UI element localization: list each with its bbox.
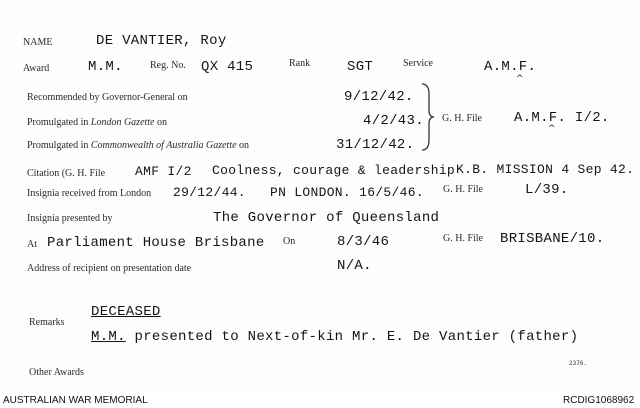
remarks-text: presented to Next-of-kin Mr. E. De Vantier (father) [125, 329, 579, 345]
other-awards-label: Other Awards [29, 367, 84, 378]
recommended-label: Recommended by Governor-General on [27, 92, 188, 103]
footer-record-id: RCDIG1068962 [563, 395, 635, 406]
address-label: Address of recipient on presentation date [27, 263, 192, 274]
address-value: N/A. [337, 258, 372, 274]
gh-file-label-presented: G. H. File [443, 233, 483, 244]
london-gazette-label: Promulgated in London Gazette on [27, 117, 167, 128]
cw-gazette-date: 31/12/42. [336, 137, 415, 153]
brace-graphic [420, 82, 436, 152]
remarks-line [91, 329, 578, 345]
rank-value: SGT [347, 59, 374, 75]
reg-no-label: Reg. No. [150, 60, 186, 71]
recommended-date: 9/12/42. [344, 89, 414, 105]
award-value: M.M. [88, 59, 123, 75]
presented-by-value: The Governor of Queensland [213, 210, 440, 226]
gh-file-label-insignia: G. H. File [443, 184, 483, 195]
remarks-award: M.M. [91, 329, 126, 345]
insignia-received-date: 29/12/44. [173, 185, 246, 200]
footer-institution: AUSTRALIAN WAR MEMORIAL [3, 395, 148, 406]
remarks-label: Remarks [29, 317, 65, 328]
citation-label: Citation (G. H. File [27, 168, 106, 179]
london-gazette-date: 4/2/43. [363, 113, 424, 129]
rank-label: Rank [289, 58, 311, 69]
reg-no-value: QX 415 [201, 59, 254, 75]
citation-reference: K.B. MISSION 4 Sep 42. [456, 162, 635, 177]
service-value: A.M.F. [484, 59, 537, 75]
on-label: On [283, 236, 296, 247]
insignia-received-reference: PN LONDON. 16/5/46. [270, 185, 424, 200]
gh-file-label-top: G. H. File [442, 113, 482, 124]
insignia-presented-label: Insignia presented by [27, 213, 113, 224]
gh-file-value-insignia: L/39. [525, 182, 569, 198]
name-value: DE VANTIER, Roy [96, 33, 227, 49]
award-label: Award [23, 63, 50, 74]
citation-file: AMF I/2 [135, 164, 192, 179]
insignia-received-label: Insignia received from London [27, 188, 152, 199]
service-label: Service [403, 58, 433, 69]
tick-mark: ^ [516, 74, 524, 84]
remarks-status: DECEASED [91, 304, 161, 320]
form-number: 2376. [569, 360, 588, 367]
citation-text: Coolness, courage & leadership [212, 163, 456, 178]
presented-on-value: 8/3/46 [337, 234, 390, 250]
at-label: At [27, 239, 37, 250]
gh-file-value-top: A.M.F. I/2. [514, 110, 610, 126]
tick-mark: ^ [548, 124, 556, 134]
presented-at-value: Parliament House Brisbane [47, 235, 265, 251]
gh-file-value-presented: BRISBANE/10. [500, 231, 605, 247]
name-label: NAME [23, 37, 53, 48]
cw-gazette-label: Promulgated in Commonwealth of Australia Gazette on [27, 140, 250, 151]
